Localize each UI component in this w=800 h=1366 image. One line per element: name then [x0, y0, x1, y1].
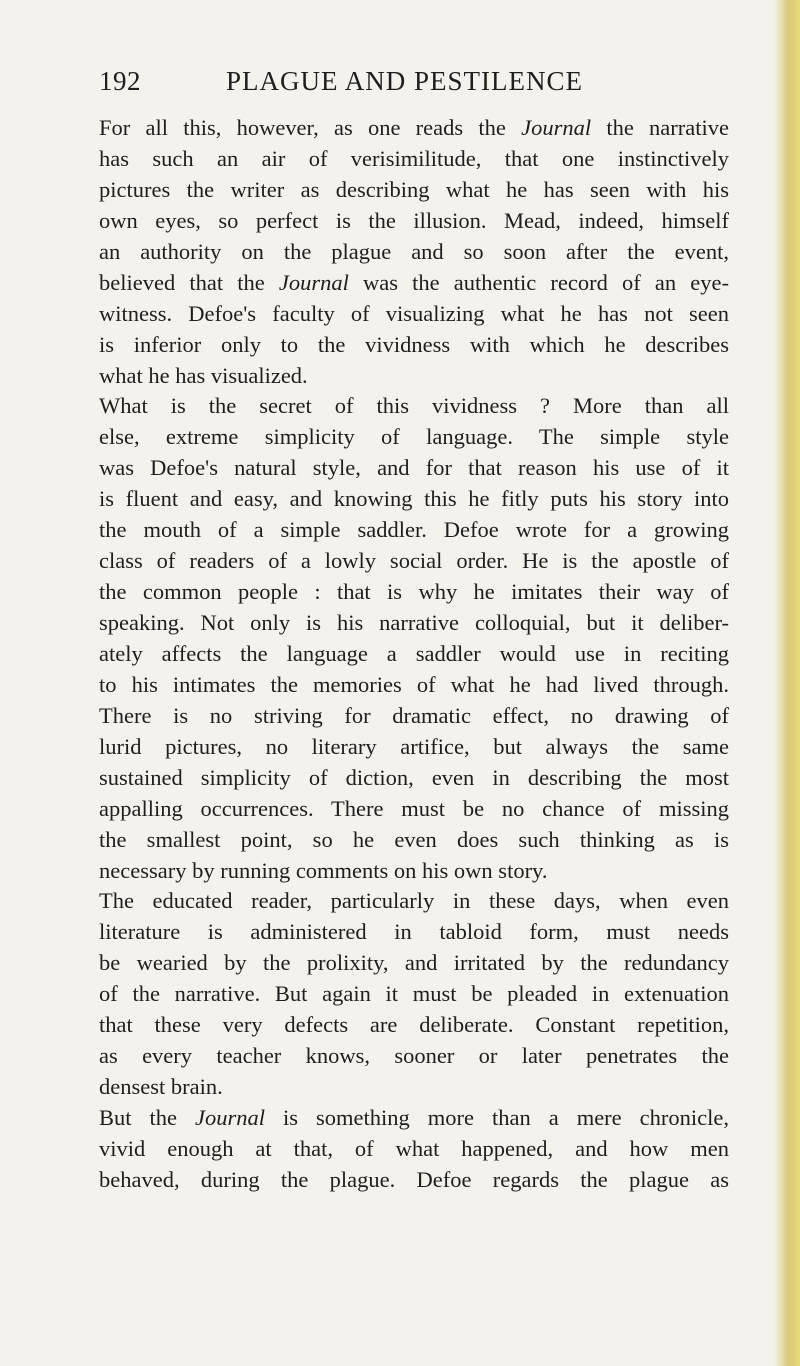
page-edge-shadow	[774, 0, 800, 1366]
text-line: necessary by running comments on his own story.	[99, 857, 548, 883]
text-line: is inferior only to the vividness with which he describes	[99, 331, 729, 357]
text-line: For all this, however, as one reads the Journal the narrative	[99, 115, 729, 140]
text-line: to his intimates the memories of what he had lived through.	[99, 671, 729, 697]
text-line: else, extreme simplicity of language. The simple style	[99, 424, 729, 450]
text-line: was Defoe's natural style, and for that reason his use of it	[99, 455, 729, 481]
text-line: own eyes, so perfect is the illusion. Mead, indeed, himself	[99, 207, 729, 233]
text-line: as every teacher knows, sooner or later penetrates the	[99, 1043, 729, 1069]
text-line: pictures the writer as describing what he has seen with his	[99, 176, 729, 202]
text-line: But the Journal is something more than a mere chronicle,	[99, 1105, 729, 1130]
running-head: PLAGUE AND PESTILENCE	[226, 66, 583, 96]
text-line: an authority on the plague and so soon after the event,	[99, 238, 729, 264]
text-line: vivid enough at that, of what happened, and how men	[99, 1135, 729, 1161]
text-line: speaking. Not only is his narrative colloquial, but it deliber-	[99, 610, 729, 635]
text-line: has such an air of verisimilitude, that one instinctively	[99, 145, 729, 171]
text-line: What is the secret of this vividness ? More than all	[99, 393, 729, 419]
page-header	[99, 66, 729, 102]
text-line: sustained simplicity of diction, even in describing the most	[99, 764, 729, 790]
text-line: be wearied by the prolixity, and irritated by the redundancy	[99, 950, 729, 976]
text-line: the smallest point, so he even does such thinking as is	[99, 826, 729, 852]
text-line: There is no striving for dramatic effect, no drawing of	[99, 702, 729, 728]
text-line: the mouth of a simple saddler. Defoe wrote for a growing	[99, 517, 729, 543]
text-line: ately affects the language a saddler would use in reciting	[99, 640, 729, 666]
text-line: literature is administered in tabloid form, must needs	[99, 919, 729, 945]
text-line: what he has visualized.	[99, 362, 308, 388]
text-line: class of readers of a lowly social order. He is the apostle of	[99, 548, 729, 574]
text-line: densest brain.	[99, 1074, 223, 1100]
text-line: The educated reader, particularly in these days, when even	[99, 888, 729, 914]
text-line: witness. Defoe's faculty of visualizing what he has not seen	[99, 300, 729, 326]
text-line: that these very defects are deliberate. Constant repetition,	[99, 1012, 729, 1038]
body-text	[99, 113, 729, 1196]
text-line: believed that the Journal was the authentic record of an eye-	[99, 269, 729, 295]
page-number: 192	[99, 66, 141, 96]
text-line: the common people : that is why he imitates their way of	[99, 579, 729, 605]
text-line: is fluent and easy, and knowing this he fitly puts his story into	[99, 486, 729, 512]
text-line: behaved, during the plague. Defoe regards the plague as	[99, 1166, 729, 1192]
text-line: of the narrative. But again it must be pleaded in extenuation	[99, 981, 729, 1007]
text-line: appalling occurrences. There must be no chance of missing	[99, 795, 729, 821]
text-line: lurid pictures, no literary artifice, but always the same	[99, 733, 729, 759]
